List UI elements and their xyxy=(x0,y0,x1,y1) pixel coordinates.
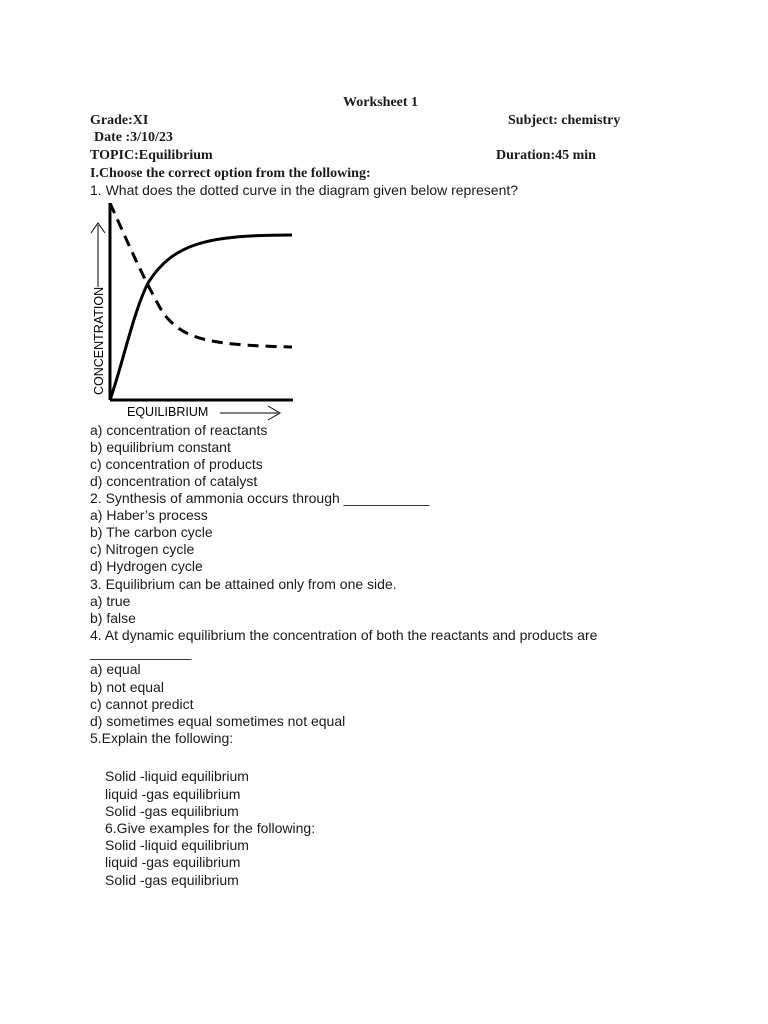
q1-option-c: c) concentration of products xyxy=(90,456,263,472)
section-heading: I.Choose the correct option from the following: xyxy=(90,166,371,181)
q4-option-b: b) not equal xyxy=(90,679,164,695)
q3-option-a: a) true xyxy=(90,593,131,609)
q5-item-3: Solid -gas equilibrium xyxy=(105,803,239,819)
q4-option-a: a) equal xyxy=(90,661,141,677)
question-4-text: 4. At dynamic equilibrium the concentration of both the reactants and products are xyxy=(90,627,598,643)
q4-option-c: c) cannot predict xyxy=(90,696,194,712)
dotted-curve xyxy=(110,203,292,347)
x-axis-label: EQUILIBRIUM xyxy=(127,405,209,419)
q1-option-b: b) equilibrium constant xyxy=(90,439,231,455)
question-2-text: 2. Synthesis of ammonia occurs through ___________ xyxy=(90,490,430,506)
q2-option-d: d) Hydrogen cycle xyxy=(90,558,203,574)
q2-option-b: b) The carbon cycle xyxy=(90,524,213,540)
subject-label: Subject: chemistry xyxy=(508,113,621,128)
q6-item-2: liquid -gas equilibrium xyxy=(105,854,241,870)
q1-option-d: d) concentration of catalyst xyxy=(90,473,258,489)
worksheet-title: Worksheet 1 xyxy=(343,95,419,110)
question-4-blank: _____________ xyxy=(90,644,192,660)
q6-item-1: Solid -liquid equilibrium xyxy=(105,837,249,853)
topic-label: TOPIC:Equilibrium xyxy=(90,148,213,163)
q5-item-2: liquid -gas equilibrium xyxy=(105,786,241,802)
q2-option-c: c) Nitrogen cycle xyxy=(90,541,195,557)
q4-option-d: d) sometimes equal sometimes not equal xyxy=(90,713,346,729)
equilibrium-diagram xyxy=(88,203,298,425)
q3-option-b: b) false xyxy=(90,610,136,626)
q1-option-a: a) concentration of reactants xyxy=(90,422,268,438)
question-3-text: 3. Equilibrium can be attained only from one side. xyxy=(90,576,397,592)
duration-label: Duration:45 min xyxy=(496,148,596,163)
y-axis-label: CONCENTRATION xyxy=(92,286,106,395)
grade-label: Grade:XI xyxy=(90,113,149,128)
q2-option-a: a) Haber’s process xyxy=(90,507,208,523)
date-label: Date :3/10/23 xyxy=(94,130,173,145)
question-6-text: 6.Give examples for the following: xyxy=(105,820,316,836)
question-1-text: 1. What does the dotted curve in the diagram given below represent? xyxy=(90,182,519,198)
q6-item-3: Solid -gas equilibrium xyxy=(105,872,239,888)
q5-item-1: Solid -liquid equilibrium xyxy=(105,768,249,784)
question-5-text: 5.Explain the following: xyxy=(90,730,234,746)
